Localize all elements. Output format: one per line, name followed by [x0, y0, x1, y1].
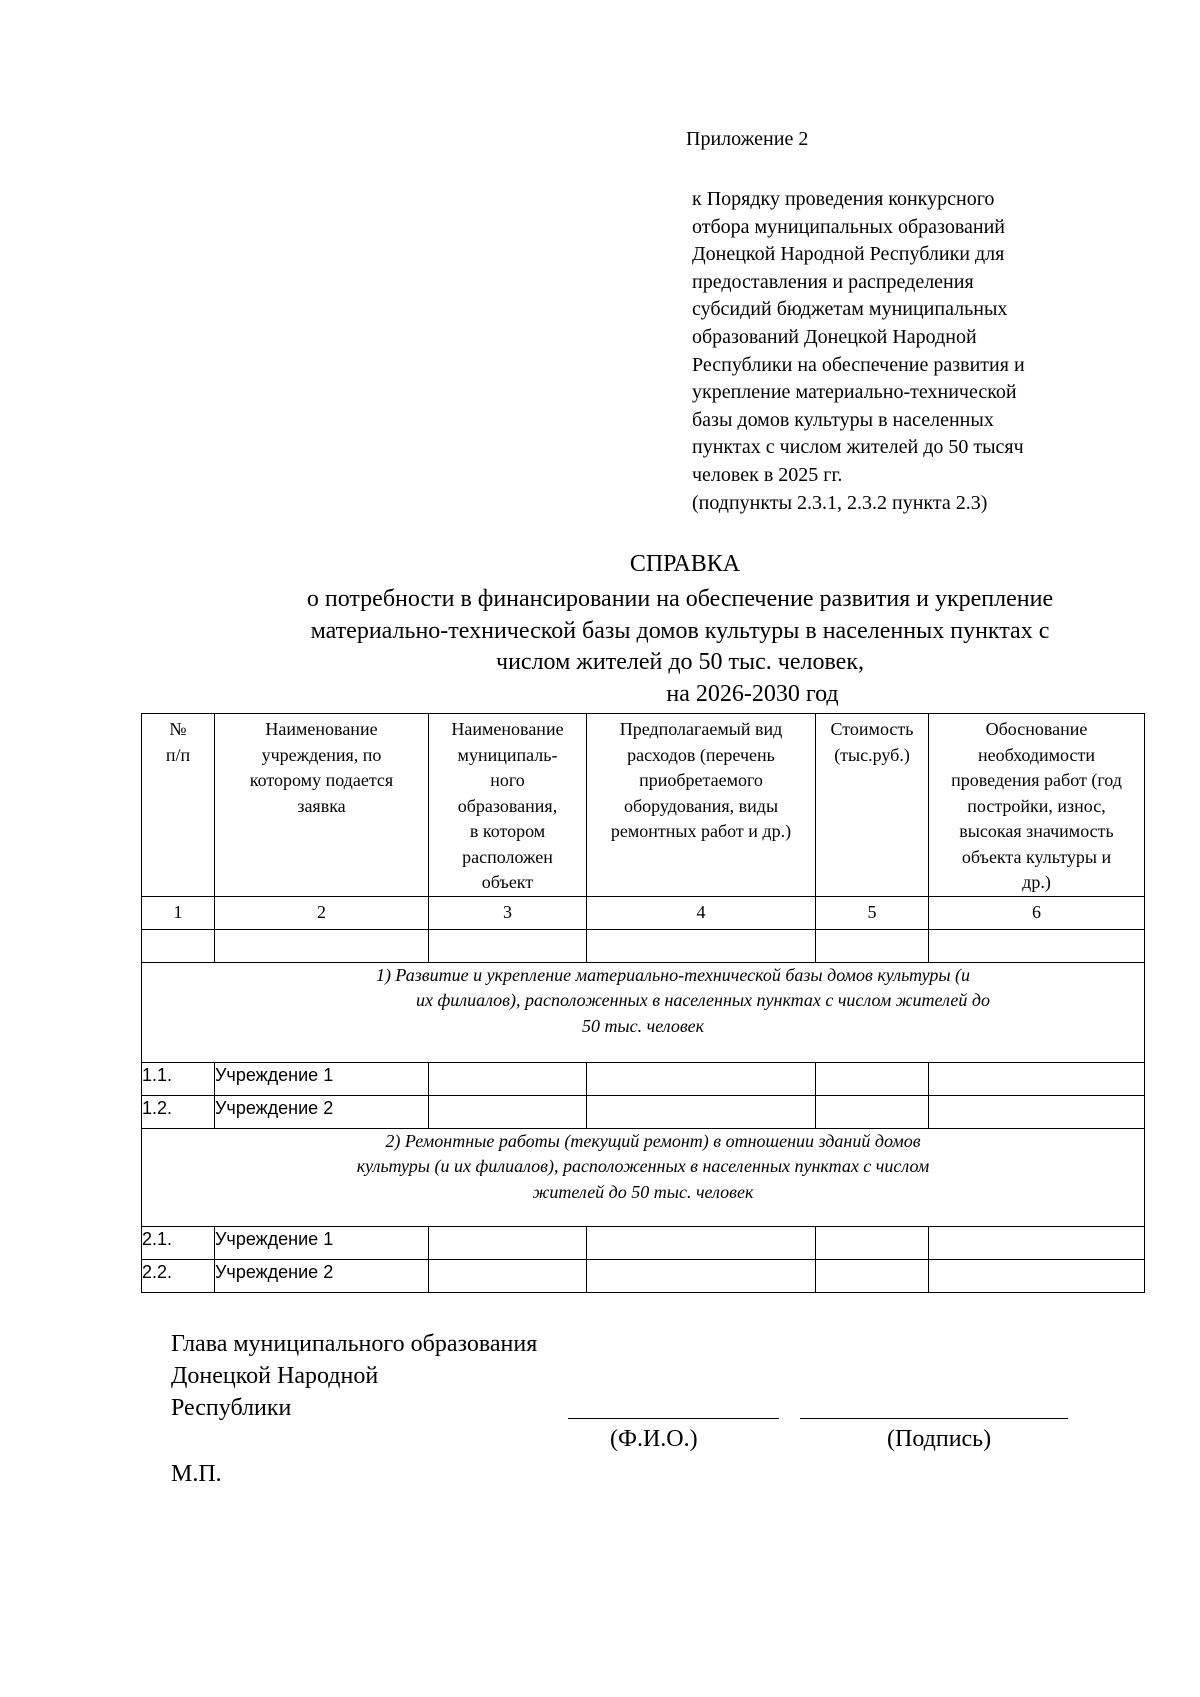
signature-line[interactable]: [800, 1418, 1068, 1419]
row-number: 2.2.: [142, 1259, 215, 1292]
appendix-title: Приложение 2: [686, 128, 809, 150]
row-number: 1.2.: [142, 1095, 215, 1128]
table-cell[interactable]: [429, 1062, 587, 1095]
appendix-line: к Порядку проведения конкурсного: [692, 188, 995, 210]
subtitle-line: о потребности в финансировании на обеспечение развития и укрепление: [306, 586, 1054, 612]
column-number: 3: [429, 896, 587, 929]
appendix-line: базы домов культуры в населенных: [692, 408, 994, 431]
header-cell-municipality: Наименование муниципаль- ного образования, в котором расположен объект: [429, 714, 587, 897]
sign-label: (Подпись): [887, 1426, 992, 1452]
table-cell[interactable]: [816, 929, 929, 962]
row-institution: Учреждение 2: [215, 1095, 429, 1128]
column-number: 6: [929, 896, 1145, 929]
row-number: 1.1.: [142, 1062, 215, 1095]
appendix-line: отбора муниципальных образований: [692, 215, 1005, 238]
table-cell[interactable]: [816, 1259, 929, 1292]
header-cell-expense-type: Предполагаемый вид расходов (перечень приобретаемого оборудования, виды ремонтных работ и др.): [587, 714, 816, 897]
appendix-line: (подпункты 2.3.1, 2.3.2 пункта 2.3): [692, 491, 988, 514]
table-cell[interactable]: [215, 929, 429, 962]
table-cell[interactable]: [429, 1095, 587, 1128]
table-cell[interactable]: [587, 929, 816, 962]
column-number: 4: [587, 896, 816, 929]
table-cell[interactable]: [587, 1259, 816, 1292]
fio-line[interactable]: [568, 1418, 779, 1419]
needs-table: [141, 713, 1145, 1293]
header-cell-cost: Стоимость (тыс.руб.): [816, 714, 929, 897]
appendix-line: укрепление материально-технической: [692, 381, 1017, 404]
document-subtitle: [200, 584, 1160, 710]
section-heading-row: [142, 962, 1145, 1062]
table-cell[interactable]: [929, 1095, 1145, 1128]
row-number: 2.1.: [142, 1226, 215, 1259]
table-cell[interactable]: [142, 929, 215, 962]
table-cell[interactable]: [929, 1259, 1145, 1292]
table-cell[interactable]: [816, 1095, 929, 1128]
appendix-line: субсидий бюджетам муниципальных: [692, 298, 1008, 321]
table-cell[interactable]: [587, 1226, 816, 1259]
fio-label: (Ф.И.О.): [610, 1426, 698, 1452]
appendix-line: Республики на обеспечение развития и: [692, 353, 1025, 376]
appendix-line: человек в 2025 гг.: [692, 463, 843, 486]
subtitle-line: числом жителей до 50 тыс. человек,: [496, 649, 864, 675]
table-row: [142, 1226, 1145, 1259]
header-cell-institution: Наименование учреждения, по которому подается заявка: [215, 714, 429, 897]
table-cell[interactable]: [587, 1062, 816, 1095]
column-number: 2: [215, 896, 429, 929]
table-cell[interactable]: [587, 1095, 816, 1128]
appendix-line: пунктах с числом жителей до 50 тысяч: [692, 436, 1024, 459]
column-numbers-row: [142, 896, 1145, 929]
header-cell-justification: Обоснование необходимости проведения работ (год постройки, износ, высокая значимость объекта культуры и др.): [929, 714, 1145, 897]
stamp-label: М.П.: [171, 1461, 222, 1487]
column-number: 5: [816, 896, 929, 929]
document-title: СПРАВКА: [629, 551, 741, 577]
table-cell[interactable]: [429, 1259, 587, 1292]
subtitle-line: материально-технической базы домов культуры в населенных пунктах с: [310, 617, 1050, 644]
table-row: [142, 1062, 1145, 1095]
table-cell[interactable]: [816, 1062, 929, 1095]
table-row: [142, 1095, 1145, 1128]
empty-row: [142, 929, 1145, 962]
signature-block: [171, 1328, 537, 1424]
appendix-text: [692, 186, 1122, 517]
subtitle-line: на 2026-2030 год: [666, 680, 839, 707]
table-cell[interactable]: [429, 1226, 587, 1259]
appendix-line: образований Донецкой Народной: [692, 325, 977, 348]
header-cell-num: № п/п: [142, 714, 215, 897]
table-row: [142, 1259, 1145, 1292]
row-institution: Учреждение 1: [215, 1226, 429, 1259]
table-cell[interactable]: [929, 1062, 1145, 1095]
appendix-line: предоставления и распределения: [692, 270, 974, 293]
section-2-title: 2) Ремонтные работы (текущий ремонт) в отношении зданий домов культуры (и их филиалов), расположенных в населенных пунктах с числом жителей до 50 тыс. человек: [142, 1128, 1145, 1226]
section-1-title: 1) Развитие и укрепление материально-технической базы домов культуры (и их филиалов), расположенных в населенных пунктах с числом жителей до 50 тыс. человек: [142, 962, 1145, 1062]
row-institution: Учреждение 2: [215, 1259, 429, 1292]
row-institution: Учреждение 1: [215, 1062, 429, 1095]
table-cell[interactable]: [929, 929, 1145, 962]
signatory-line: Республики: [171, 1395, 292, 1421]
column-number: 1: [142, 896, 215, 929]
signatory-line: Глава муниципального образования: [171, 1331, 538, 1357]
signatory-line: Донецкой Народной: [171, 1363, 379, 1389]
appendix-line: Донецкой Народной Республики для: [692, 243, 1005, 266]
table-cell[interactable]: [816, 1226, 929, 1259]
table-header-row: [142, 714, 1145, 897]
section-heading-row: [142, 1128, 1145, 1226]
table-cell[interactable]: [429, 929, 587, 962]
table-cell[interactable]: [929, 1226, 1145, 1259]
